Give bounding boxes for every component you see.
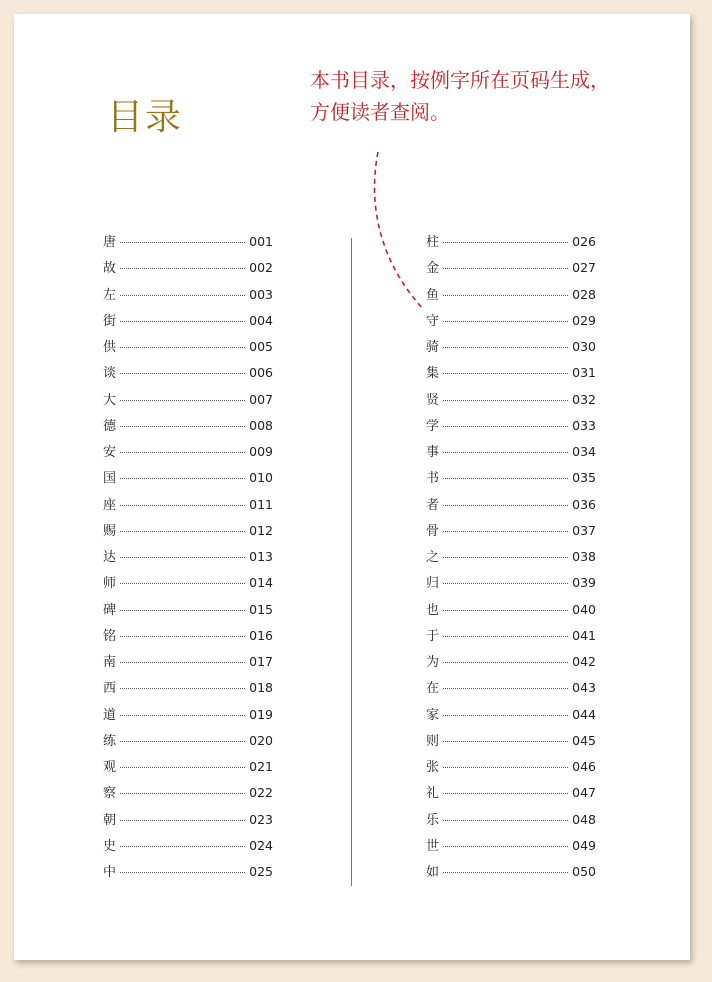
toc-entry-char: 中	[103, 865, 117, 880]
toc-entry-page: 043	[572, 680, 596, 696]
toc-entry[interactable]	[426, 599, 596, 625]
toc-entry[interactable]	[426, 809, 596, 835]
toc-entry[interactable]	[103, 546, 273, 572]
dot-leader	[443, 846, 568, 847]
toc-entry-page: 008	[249, 417, 273, 433]
toc-entry-char: 左	[103, 287, 117, 303]
toc-entry-char: 于	[426, 628, 440, 644]
toc-entry[interactable]	[103, 362, 273, 388]
toc-entry-page: 001	[249, 234, 273, 249]
toc-entry-page: 021	[249, 759, 273, 774]
toc-entry-page: 038	[572, 549, 596, 564]
toc-entry-page: 006	[249, 365, 273, 381]
toc-entry[interactable]	[103, 677, 273, 703]
dot-leader	[443, 872, 568, 873]
toc-entry-page: 032	[572, 391, 596, 407]
toc-entry-char: 守	[426, 313, 440, 329]
dot-leader	[120, 373, 245, 374]
toc-entry-page: 031	[572, 365, 596, 381]
toc-entry-char: 德	[103, 418, 117, 434]
toc-entry[interactable]	[103, 257, 273, 283]
toc-entry[interactable]	[103, 782, 273, 808]
toc-entry-char: 为	[426, 655, 440, 670]
dot-leader	[120, 400, 245, 401]
toc-entry-char: 街	[103, 313, 117, 329]
toc-entry-char: 事	[426, 445, 440, 460]
toc-entry-page: 048	[572, 811, 596, 827]
toc-entry[interactable]	[103, 651, 273, 677]
toc-entry-page: 005	[249, 339, 273, 354]
toc-entry-page: 050	[572, 864, 596, 879]
toc-entry-char: 骨	[426, 523, 440, 539]
dot-leader	[443, 767, 568, 768]
dot-leader	[120, 426, 245, 427]
dot-leader	[120, 793, 245, 794]
toc-entry-char: 朝	[103, 812, 117, 828]
toc-entry-char: 集	[426, 366, 440, 382]
toc-entry-char: 国	[103, 471, 117, 487]
toc-column-left	[103, 231, 273, 887]
toc-entry[interactable]	[103, 861, 273, 887]
dot-leader	[443, 268, 568, 269]
editor-annotation	[310, 64, 680, 128]
toc-entry[interactable]	[103, 625, 273, 651]
toc-entry[interactable]	[426, 861, 596, 887]
toc-entry[interactable]	[103, 756, 273, 782]
toc-entry[interactable]	[426, 546, 596, 572]
toc-entry[interactable]	[103, 704, 273, 730]
toc-entry[interactable]	[426, 835, 596, 861]
toc-entry-page: 049	[572, 837, 596, 853]
toc-entry[interactable]	[103, 809, 273, 835]
dot-leader	[443, 452, 568, 453]
toc-entry-char: 贤	[426, 392, 440, 408]
toc-entry-char: 之	[426, 550, 440, 565]
annotation-line-1: 本书目录，按例字所在页码生成，	[310, 68, 610, 92]
toc-entry-char: 故	[103, 261, 117, 277]
toc-entry[interactable]	[426, 520, 596, 546]
toc-entry-page: 044	[572, 706, 596, 722]
toc-entry-page: 027	[572, 260, 596, 276]
toc-entry-page: 034	[572, 444, 596, 459]
dot-leader	[120, 321, 245, 322]
toc-entry-char: 也	[426, 602, 440, 618]
toc-entry[interactable]	[103, 415, 273, 441]
toc-entry-page: 035	[572, 470, 596, 486]
toc-entry[interactable]	[426, 651, 596, 677]
toc-entry[interactable]	[426, 756, 596, 782]
toc-entry[interactable]	[426, 441, 596, 467]
dot-leader	[120, 268, 245, 269]
toc-entry-page: 033	[572, 417, 596, 433]
toc-entry-page: 030	[572, 339, 596, 354]
dot-leader	[120, 820, 245, 821]
toc-entry-char: 碑	[103, 602, 117, 618]
toc-entry-page: 041	[572, 627, 596, 643]
toc-entry-page: 020	[249, 732, 273, 748]
dot-leader	[443, 820, 568, 821]
dot-leader	[120, 478, 245, 479]
dot-leader	[443, 583, 568, 584]
toc-entry-char: 世	[426, 838, 440, 854]
toc-entry-page: 015	[249, 601, 273, 617]
dot-leader	[120, 583, 245, 584]
toc-entry-char: 书	[426, 471, 440, 487]
toc-entry-char: 鱼	[426, 287, 440, 303]
toc-entry[interactable]	[426, 704, 596, 730]
toc-entry-page: 002	[249, 260, 273, 276]
dot-leader	[443, 610, 568, 611]
toc-entry-char: 大	[103, 392, 117, 408]
toc-entry-char: 如	[426, 865, 440, 880]
toc-entry-char: 者	[426, 497, 440, 513]
toc-entry-page: 045	[572, 732, 596, 748]
toc-entry[interactable]	[426, 677, 596, 703]
toc-entry-char: 达	[103, 550, 117, 565]
toc-entry[interactable]	[426, 572, 596, 598]
toc-entry[interactable]	[103, 599, 273, 625]
toc-column-right	[426, 231, 596, 887]
toc-entry[interactable]	[426, 257, 596, 283]
toc-entry-page: 026	[572, 234, 596, 249]
toc-entry[interactable]	[103, 310, 273, 336]
toc-entry[interactable]	[426, 730, 596, 756]
annotation-line-2: 方便读者查阅。	[310, 100, 450, 124]
toc-entry-page: 024	[249, 837, 273, 853]
toc-entry-page: 037	[572, 522, 596, 538]
dot-leader	[120, 242, 245, 243]
toc-entry[interactable]	[426, 284, 596, 310]
dot-leader	[443, 426, 568, 427]
toc-entry-page: 036	[572, 496, 596, 512]
dot-leader	[443, 688, 568, 689]
toc-entry[interactable]	[103, 389, 273, 415]
toc-entry[interactable]	[426, 336, 596, 362]
document-page	[14, 14, 690, 960]
toc-entry-page: 047	[572, 785, 596, 801]
toc-entry-char: 则	[426, 733, 440, 749]
dot-leader	[120, 636, 245, 637]
page-title: 目录	[107, 97, 184, 138]
toc-entry[interactable]	[426, 782, 596, 808]
toc-entry-page: 010	[249, 470, 273, 486]
toc-entry-char: 安	[103, 445, 117, 460]
dot-leader	[443, 531, 568, 532]
dot-leader	[443, 242, 568, 243]
toc-entry-char: 柱	[426, 235, 440, 250]
toc-entry[interactable]	[103, 231, 273, 257]
dot-leader	[443, 636, 568, 637]
toc-entry[interactable]	[426, 415, 596, 441]
toc-entry[interactable]	[103, 336, 273, 362]
dot-leader	[120, 872, 245, 873]
toc-entry-page: 039	[572, 575, 596, 591]
toc-entry-char: 归	[426, 576, 440, 592]
dot-leader	[120, 741, 245, 742]
dot-leader	[443, 793, 568, 794]
toc-entry-page: 019	[249, 706, 273, 722]
column-divider	[351, 238, 352, 886]
dot-leader	[120, 715, 245, 716]
dot-leader	[443, 557, 568, 558]
dot-leader	[120, 767, 245, 768]
toc-entry[interactable]	[426, 494, 596, 520]
dot-leader	[120, 505, 245, 506]
toc-entry-page: 028	[572, 286, 596, 302]
toc-entry-page: 025	[249, 864, 273, 879]
dot-leader	[120, 610, 245, 611]
toc-entry-page: 023	[249, 811, 273, 827]
toc-entry-char: 西	[103, 681, 117, 697]
toc-entry[interactable]	[103, 520, 273, 546]
dot-leader	[120, 662, 245, 663]
toc-entry[interactable]	[103, 494, 273, 520]
toc-entry-page: 014	[249, 575, 273, 591]
dot-leader	[443, 715, 568, 716]
toc-entry-page: 040	[572, 601, 596, 617]
toc-entry-char: 家	[426, 707, 440, 723]
toc-entry-page: 016	[249, 627, 273, 643]
toc-entry-char: 金	[426, 261, 440, 277]
toc-entry-char: 礼	[426, 786, 440, 802]
toc-entry[interactable]	[103, 467, 273, 493]
toc-entry-page: 003	[249, 286, 273, 302]
toc-entry-char: 张	[426, 760, 440, 775]
dot-leader	[120, 347, 245, 348]
dot-leader	[443, 662, 568, 663]
toc-entry[interactable]	[103, 572, 273, 598]
toc-entry-page: 046	[572, 759, 596, 774]
toc-entry[interactable]	[103, 441, 273, 467]
toc-entry-char: 察	[103, 786, 117, 802]
dot-leader	[443, 478, 568, 479]
toc-entry-page: 007	[249, 391, 273, 407]
toc-entry-page: 012	[249, 522, 273, 538]
toc-entry-char: 道	[103, 707, 117, 723]
toc-entry-char: 乐	[426, 812, 440, 828]
toc-entry-char: 在	[426, 681, 440, 697]
dot-leader	[443, 295, 568, 296]
toc-entry-page: 018	[249, 680, 273, 696]
toc-entry-char: 铭	[103, 628, 117, 644]
dot-leader	[443, 347, 568, 348]
toc-entry[interactable]	[426, 310, 596, 336]
toc-entry[interactable]	[426, 231, 596, 257]
toc-entry[interactable]	[426, 625, 596, 651]
toc-entry[interactable]	[426, 467, 596, 493]
dot-leader	[120, 846, 245, 847]
toc-entry-char: 骑	[426, 340, 440, 355]
toc-entry[interactable]	[426, 362, 596, 388]
toc-entry-page: 042	[572, 654, 596, 669]
toc-entry-char: 谈	[103, 366, 117, 382]
dot-leader	[120, 557, 245, 558]
toc-entry-char: 赐	[103, 523, 117, 539]
dot-leader	[120, 452, 245, 453]
dot-leader	[120, 688, 245, 689]
toc-entry-char: 练	[103, 733, 117, 749]
dot-leader	[120, 531, 245, 532]
toc-entry[interactable]	[103, 730, 273, 756]
toc-entry-page: 022	[249, 785, 273, 801]
toc-entry-page: 017	[249, 654, 273, 669]
toc-entry[interactable]	[103, 284, 273, 310]
toc-entry-char: 学	[426, 418, 440, 434]
dot-leader	[120, 295, 245, 296]
toc-entry-char: 师	[103, 576, 117, 592]
toc-entry-char: 唐	[103, 235, 117, 250]
dot-leader	[443, 321, 568, 322]
toc-entry-page: 004	[249, 312, 273, 328]
toc-entry-page: 013	[249, 549, 273, 564]
toc-entry-page: 009	[249, 444, 273, 459]
toc-entry-page: 029	[572, 312, 596, 328]
toc-entry-char: 南	[103, 655, 117, 670]
dot-leader	[443, 400, 568, 401]
toc-entry[interactable]	[103, 835, 273, 861]
dot-leader	[443, 741, 568, 742]
toc-entry-char: 史	[103, 838, 117, 854]
dot-leader	[443, 505, 568, 506]
toc-entry-page: 011	[249, 496, 273, 512]
toc-entry-char: 供	[103, 340, 117, 355]
toc-entry-char: 座	[103, 497, 117, 513]
toc-entry[interactable]	[426, 389, 596, 415]
dot-leader	[443, 373, 568, 374]
toc-entry-char: 观	[103, 760, 117, 775]
